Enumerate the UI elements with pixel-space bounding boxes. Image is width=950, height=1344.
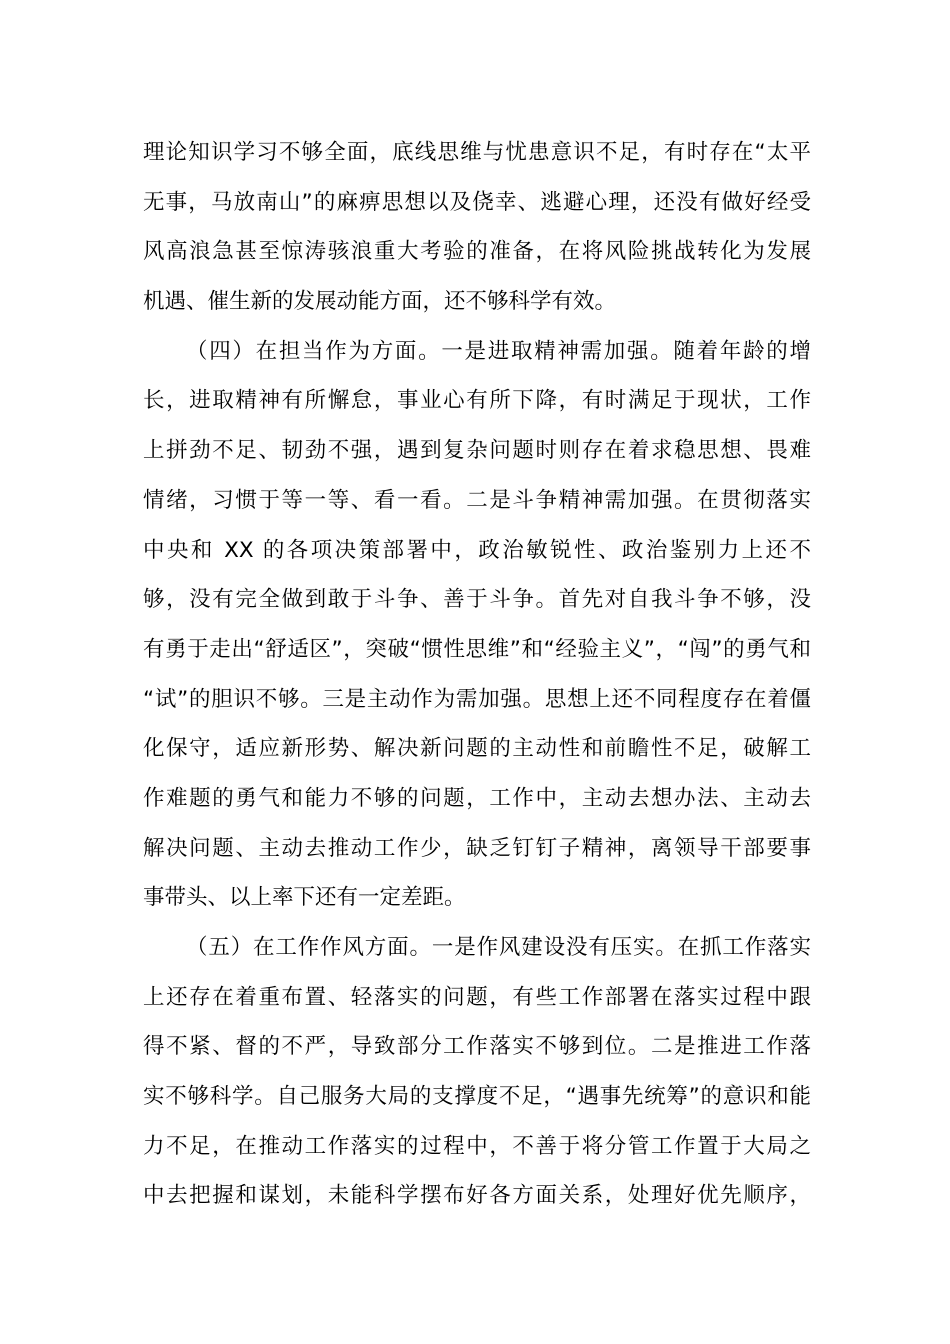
text-line: 解决问题、主动去推动工作少，缺乏钉钉子精神，离领导干部要事 [143, 835, 811, 861]
text-line: 长，进取精神有所懈怠，事业心有所下降，有时满足于现状，工作 [143, 388, 811, 414]
text-line: 理论知识学习不够全面，底线思维与忧患意识不足，有时存在“太平 [143, 140, 811, 165]
text-line: 中去把握和谋划，未能科学摆布好各方面关系，处理好优先顺序， [143, 1183, 811, 1209]
document-body [143, 128, 811, 1221]
text-line: 风高浪急甚至惊涛骇浪重大考验的准备，在将风险挑战转化为发展 [143, 239, 811, 265]
text-line: 够，没有完全做到敢于斗争、善于斗争。首先对自我斗争不够，没 [143, 587, 811, 613]
text-line: 作难题的勇气和能力不够的问题，工作中，主动去想办法、主动去 [143, 785, 811, 811]
text-line: 事带头、以上率下还有一定差距。 [143, 885, 466, 911]
text-line: 上拼劲不足、韧劲不强，遇到复杂问题时则存在着求稳思想、畏难 [143, 438, 811, 464]
text-line: 得不紧、督的不严，导致部分工作落实不够到位。二是推进工作落 [143, 1034, 811, 1060]
text-line: 无事，马放南山”的麻痹思想以及侥幸、逃避心理，还没有做好经受 [143, 189, 811, 215]
text-line: 化保守，适应新形势、解决新问题的主动性和前瞻性不足，破解工 [143, 736, 811, 762]
text-line: 中央和 XX 的各项决策部署中，政治敏锐性、政治鉴别力上还不 [143, 537, 811, 563]
text-line: 有勇于走出“舒适区”，突破“惯性思维”和“经验主义”，“闯”的勇气和 [143, 636, 811, 662]
paragraph-first-line: （五）在工作作风方面。一是作风建设没有压实。在抓工作落实 [186, 935, 811, 960]
text-line: 上还存在着重布置、轻落实的问题，有些工作部署在落实过程中跟 [143, 984, 811, 1010]
text-line: 情绪，习惯于等一等、看一看。二是斗争精神需加强。在贯彻落实 [143, 487, 811, 513]
text-line: 机遇、催生新的发展动能方面，还不够科学有效。 [143, 289, 617, 315]
text-line: 实不够科学。自己服务大局的支撑度不足，“遇事先统筹”的意识和能 [143, 1084, 811, 1110]
text-line: 力不足，在推动工作落实的过程中，不善于将分管工作置于大局之 [143, 1133, 811, 1159]
text-line: “试”的胆识不够。三是主动作为需加强。思想上还不同程度存在着僵 [143, 686, 811, 712]
paragraph-first-line: （四）在担当作为方面。一是进取精神需加强。随着年龄的增 [186, 338, 811, 364]
